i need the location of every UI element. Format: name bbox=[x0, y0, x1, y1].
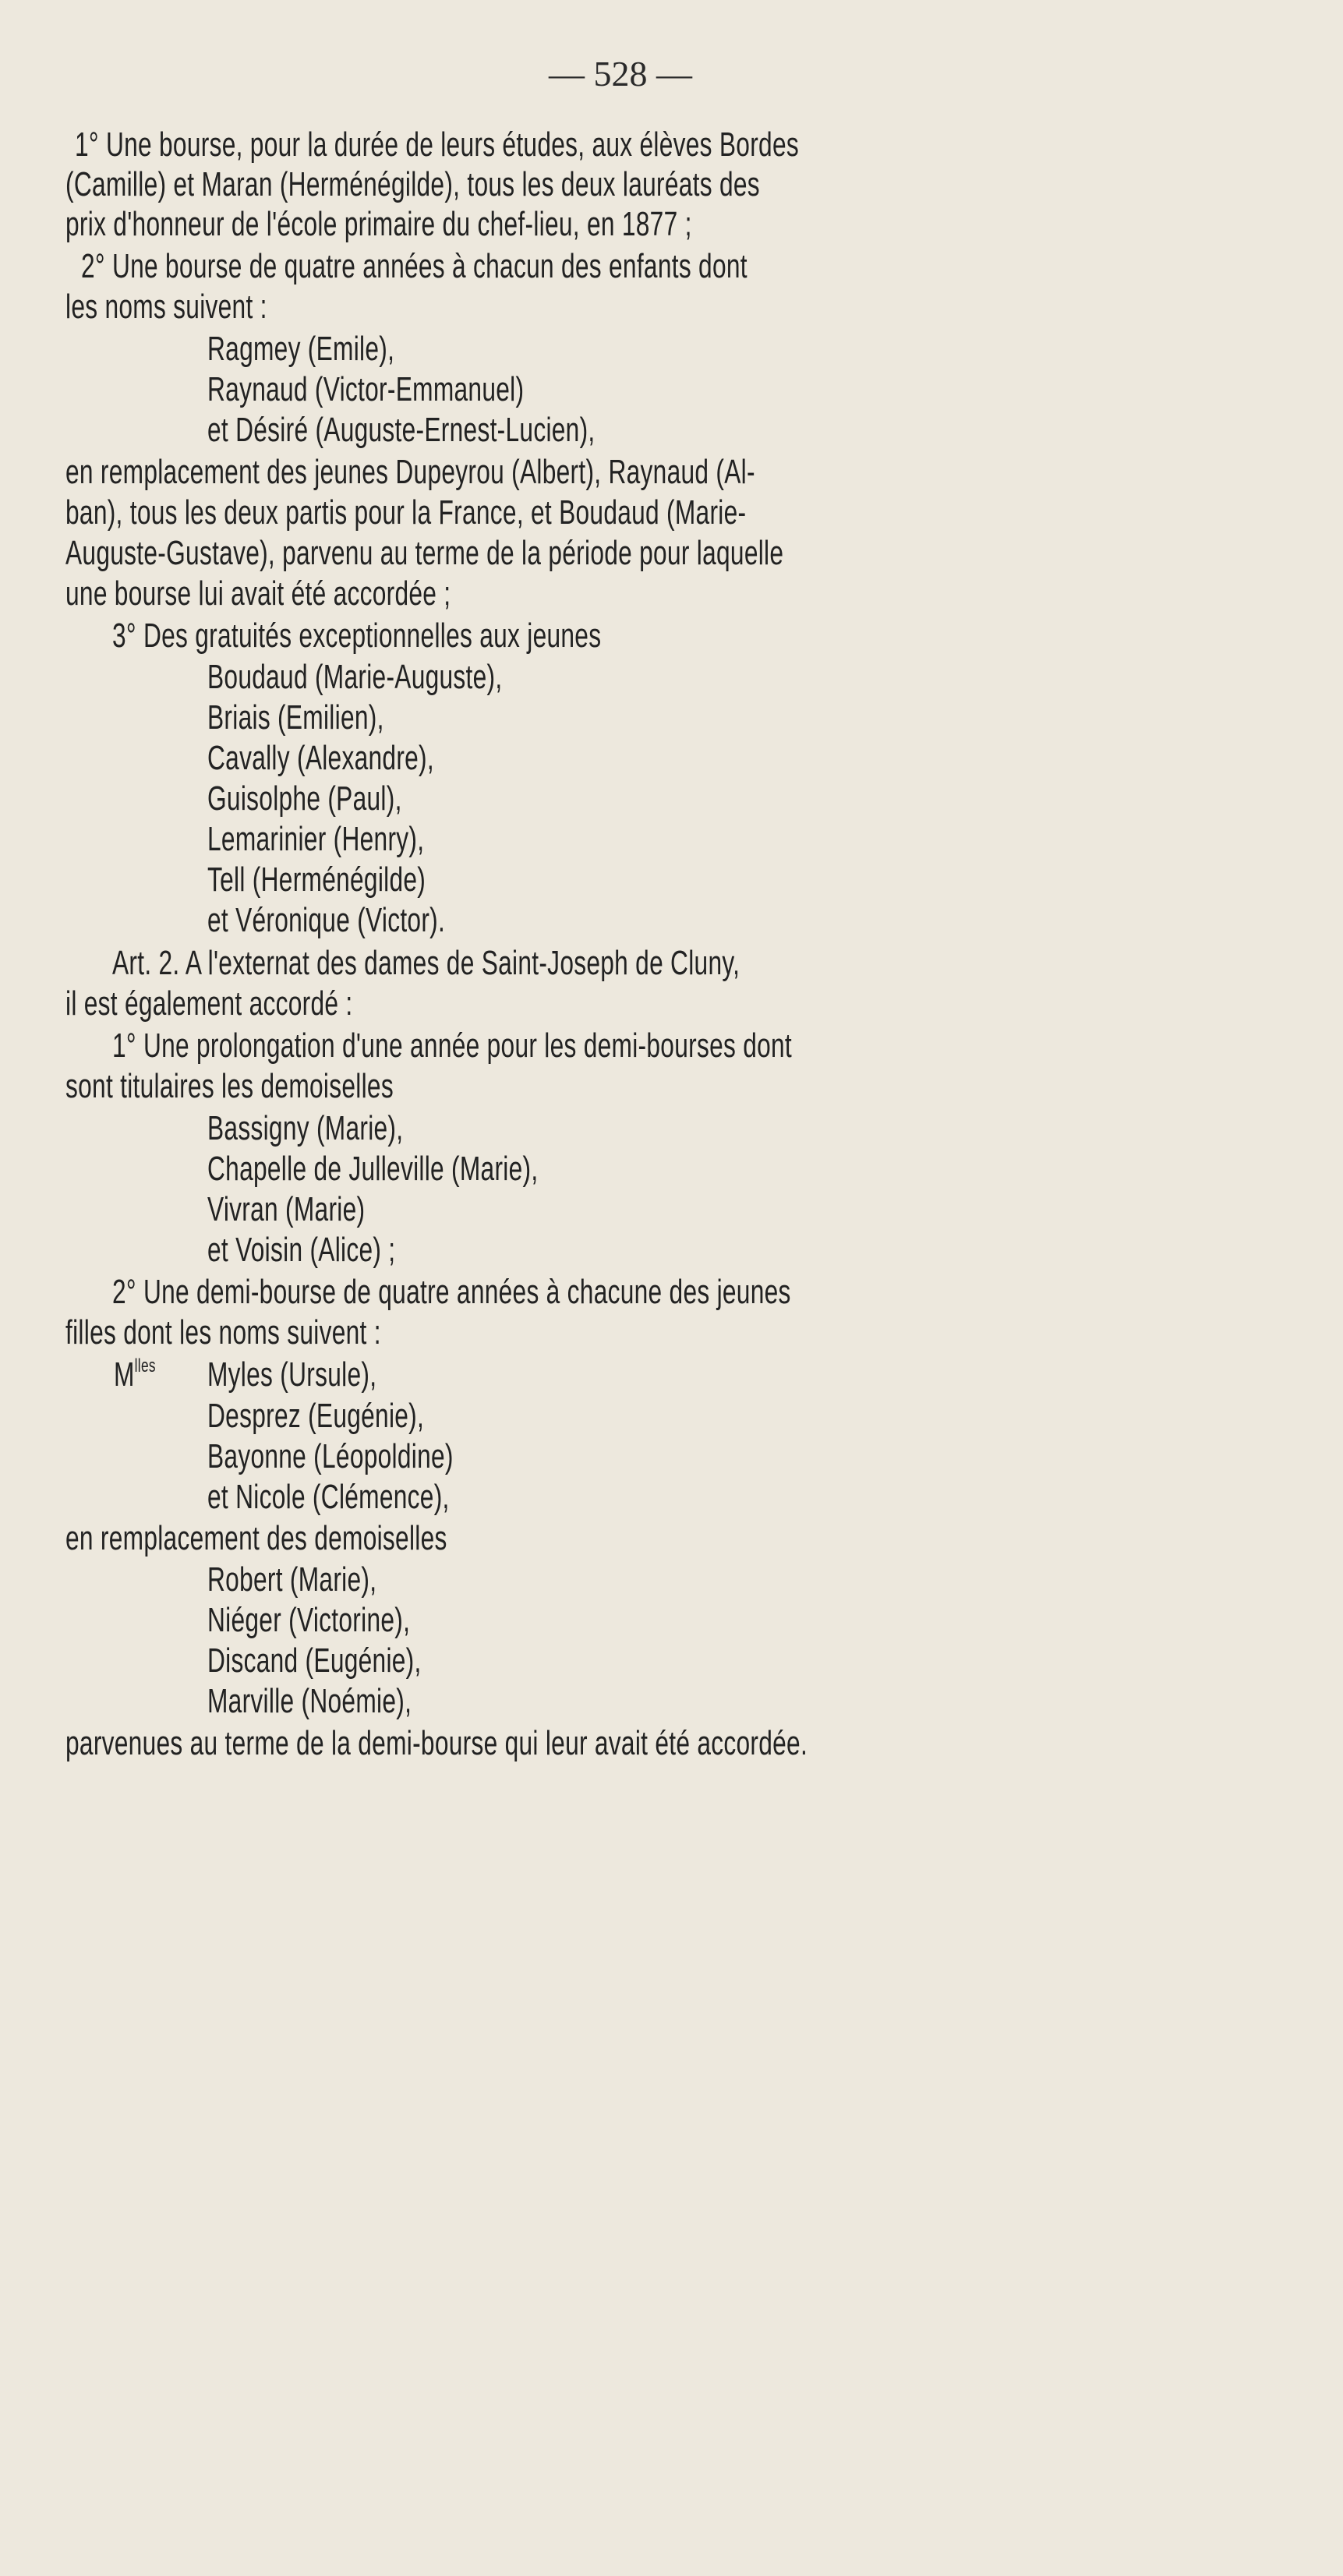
text-line-19: Tell (Herménégilde) bbox=[207, 860, 426, 899]
page-number: — 528 — bbox=[549, 54, 692, 94]
text-line-26: Chapelle de Julleville (Marie), bbox=[207, 1150, 539, 1188]
text-line-16: Cavally (Alexandre), bbox=[207, 739, 434, 777]
text-line-3: prix d'honneur de l'école primaire du chef-lieu, en 1877 ; bbox=[65, 205, 692, 243]
text-line-23: 1° Une prolongation d'une année pour les demi-bourses dont bbox=[112, 1027, 793, 1065]
text-line-39: Marville (Noémie), bbox=[207, 1682, 412, 1720]
text-line-25: Bassigny (Marie), bbox=[207, 1109, 404, 1147]
text-line-38: Discand (Eugénie), bbox=[207, 1641, 422, 1680]
text-line-31: Myles (Ursule), bbox=[207, 1355, 377, 1394]
text-line-2: (Camille) et Maran (Herménégilde), tous les deux lauréats des bbox=[65, 165, 760, 203]
text-line-24: sont titulaires les demoiselles bbox=[65, 1067, 394, 1105]
text-line-22: il est également accordé : bbox=[65, 984, 353, 1023]
honorific-superscript: lles bbox=[134, 1355, 156, 1376]
text-line-36: Robert (Marie), bbox=[207, 1560, 377, 1599]
text-line-5: les noms suivent : bbox=[65, 288, 267, 326]
text-line-35: en remplacement des demoiselles bbox=[65, 1519, 447, 1557]
text-line-9: en remplacement des jeunes Dupeyrou (Albert), Raynaud (Al- bbox=[65, 453, 755, 491]
honorific-line bbox=[114, 1355, 156, 1394]
text-line-11: Auguste-Gustave), parvenu au terme de la période pour laquelle bbox=[65, 534, 784, 572]
text-line-34: et Nicole (Clémence), bbox=[207, 1478, 450, 1516]
text-line-33: Bayonne (Léopoldine) bbox=[207, 1437, 454, 1475]
text-line-1: 1° Une bourse, pour la durée de leurs études, aux élèves Bordes bbox=[75, 125, 799, 164]
text-line-30: filles dont les noms suivent : bbox=[65, 1313, 381, 1352]
text-line-32: Desprez (Eugénie), bbox=[207, 1397, 425, 1435]
text-line-8: et Désiré (Auguste-Ernest-Lucien), bbox=[207, 411, 596, 449]
text-line-21: Art. 2. A l'externat des dames de Saint-Joseph de Cluny, bbox=[112, 944, 740, 982]
text-line-10: ban), tous les deux partis pour la France, et Boudaud (Marie- bbox=[65, 493, 747, 532]
text-line-40: parvenues au terme de la demi-bourse qui leur avait été accordée. bbox=[65, 1724, 808, 1762]
text-line-12: une bourse lui avait été accordée ; bbox=[65, 574, 451, 613]
text-line-13: 3° Des gratuités exceptionnelles aux jeunes bbox=[112, 617, 602, 655]
text-line-4: 2° Une bourse de quatre années à chacun des enfants dont bbox=[81, 247, 747, 285]
text-line-15: Briais (Emilien), bbox=[207, 698, 384, 737]
text-line-29: 2° Une demi-bourse de quatre années à chacune des jeunes bbox=[112, 1273, 791, 1311]
text-line-18: Lemarinier (Henry), bbox=[207, 820, 425, 858]
text-line-7: Raynaud (Victor-Emmanuel) bbox=[207, 370, 525, 408]
text-line-17: Guisolphe (Paul), bbox=[207, 779, 402, 818]
honorific-base: M bbox=[114, 1355, 135, 1394]
text-line-28: et Voisin (Alice) ; bbox=[207, 1231, 396, 1269]
text-line-6: Ragmey (Emile), bbox=[207, 330, 395, 368]
text-line-27: Vivran (Marie) bbox=[207, 1190, 366, 1228]
text-line-20: et Véronique (Victor). bbox=[207, 901, 446, 939]
text-line-37: Niéger (Victorine), bbox=[207, 1601, 411, 1639]
text-line-14: Boudaud (Marie-Auguste), bbox=[207, 658, 503, 696]
